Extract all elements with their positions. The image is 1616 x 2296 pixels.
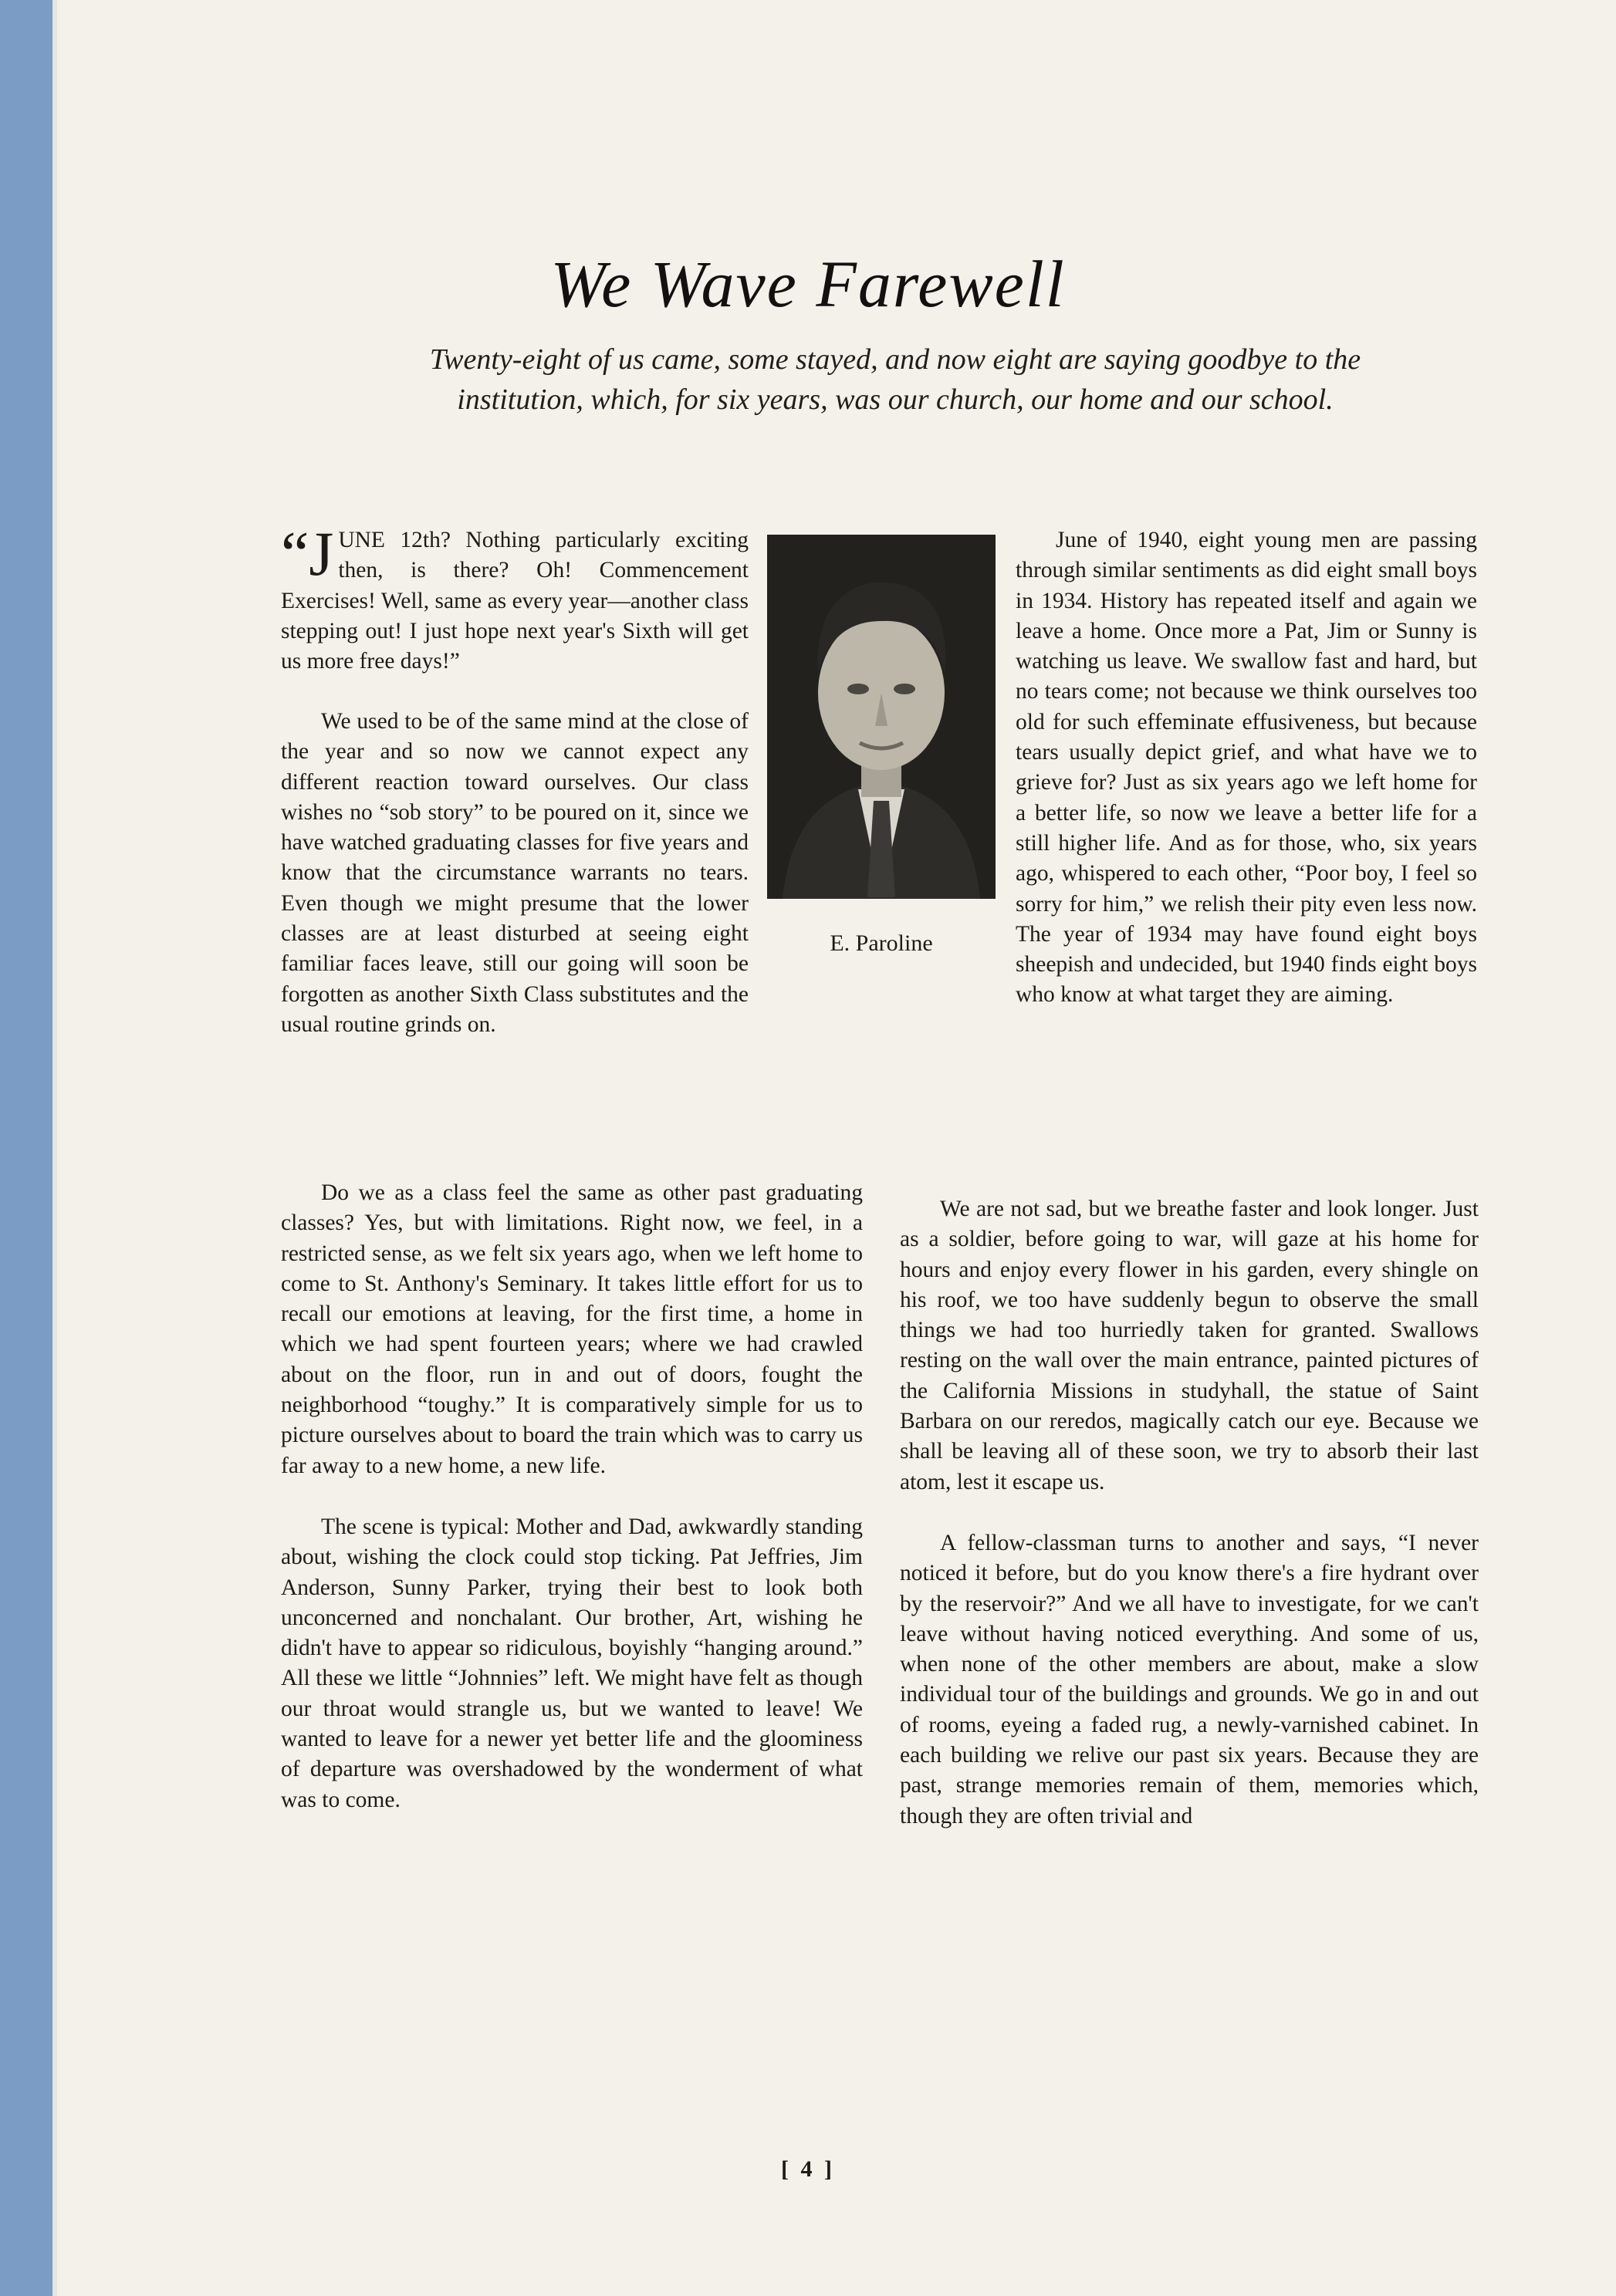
left-paragraph-4-text: The scene is typical: Mother and Dad, awkwardly standing about, wishing the clock could stop ticking. Pat Jeffries, Jim Anderson, Sunny Parker, trying their best to look both unconcerned and nonchalant. Our brother, Art, wishing he didn't have to appear so ridiculous, boyishly “hanging around.” All these we little “Johnnies” left. We might have felt as though our throat would strangle us, but we wanted to leave! We wanted to leave for a newer yet better life and the gloominess of departure was overshadowed by the wonderment of what was to come. (281, 1514, 863, 1812)
left-paragraph-2-text: We used to be of the same mind at the close of the year and so now we cannot expect any different reaction toward ourselves. Our class wishes no “sob story” to be poured on it, since we have watched graduating classes for five years and know that the circumstance warrants no tears. Even though we might presume that the lower classes are at least disturbed at seeing eight familiar faces leave, still our going will soon be forgotten as another Sixth Class substitutes and the usual routine grinds on. (281, 709, 749, 1037)
left-paragraph-4 (281, 1512, 863, 1815)
opening-paragraph-text: UNE 12th? Nothing particularly exciting then, is there? Oh! Commencement Exercises! Well, same as every year—another class stepping out! I just hope next year's Sixth will get us more free days!” (281, 528, 749, 674)
right-paragraph-3 (900, 1528, 1479, 1832)
portrait-photo (767, 535, 996, 899)
binding-edge (52, 0, 57, 2296)
page-number: [ 4 ] (781, 2156, 835, 2182)
left-paragraph-3 (281, 1178, 863, 1481)
right-paragraph-1 (1016, 525, 1477, 1011)
left-column-top (281, 518, 749, 677)
left-paragraph-2 (281, 707, 749, 1040)
subtitle: Twenty-eight of us came, some stayed, and now eight are saying goodbye to the institution, which, for six years, was our church, our home and our school. (429, 343, 1361, 416)
drop-cap: “J (281, 518, 334, 589)
right-paragraph-2 (900, 1194, 1479, 1497)
left-paragraph-3-text: Do we as a class feel the same as other past graduating classes? Yes, but with limitations. Right now, we feel, in a restricted sense, as we felt six years ago, when we left home to come to St. Anthony's Seminary. It takes little effort for us to recall our emotions at leaving, for the first time, a home in which we had spent fourteen years; where we had crawled about on the floor, run in and out of doors, fought the neighborhood “toughy.” It is comparatively simple for us to picture ourselves about to board the train which was to carry us far away to a new home, a new life. (281, 1180, 863, 1478)
photo-caption: E. Paroline (830, 930, 933, 956)
blue-binding-strip (0, 0, 52, 2296)
right-paragraph-2-text: We are not sad, but we breathe faster and look longer. Just as a soldier, before going to war, will gaze at his home for hours and enjoy every flower in his garden, every shingle on his roof, we too have suddenly begun to observe the small things we had too hurriedly taken for granted. Swallows resting on the wall over the main entrance, painted pictures of the California Missions in studyhall, the statue of Saint Barbara on our reredos, magically catch our eye. Because we shall be leaving all of these soon, we try to absorb their last atom, lest it escape us. (900, 1197, 1479, 1494)
right-column-bottom (900, 1194, 1479, 1832)
right-column-top (1016, 525, 1477, 1011)
left-column-para2-wrap (281, 707, 749, 1040)
left-column-bottom (281, 1178, 863, 1815)
opening-paragraph (281, 518, 749, 677)
right-paragraph-1-text: June of 1940, eight young men are passing through similar sentiments as did eight small boys in 1934. History has repeated itself and again we leave a home. Once more a Pat, Jim or Sunny is watching us leave. We swallow fast and hard, but no tears come; not because we think ourselves too old for such effeminate effusiveness, but because tears usually depict grief, and what have we to grieve for? Just as six years ago we left home for a better life, so now we leave a better life for a still higher life. And as for those, who, six years ago, whispered to each other, “Poor boy, I feel so sorry for him,” we relish their pity even less now. The year of 1934 may have found eight boys sheepish and undecided, but 1940 finds eight boys who know at what target they are aiming. (1016, 528, 1477, 1008)
page-title: We Wave Farewell (550, 247, 1066, 321)
portrait-illustration (767, 535, 996, 899)
right-paragraph-3-text: A fellow-classman turns to another and says, “I never noticed it before, but do you know there's a fire hydrant over by the reservoir?” And we all have to investigate, for we can't leave without having noticed everything. And some of us, when none of the other members are about, make a slow individual tour of the buildings and grounds. We go in and out of rooms, eyeing a faded rug, a newly-varnished cabinet. In each building we relive our past six years. Because they are past, strange memories remain of them, memories which, though they are often trivial and (900, 1530, 1479, 1828)
